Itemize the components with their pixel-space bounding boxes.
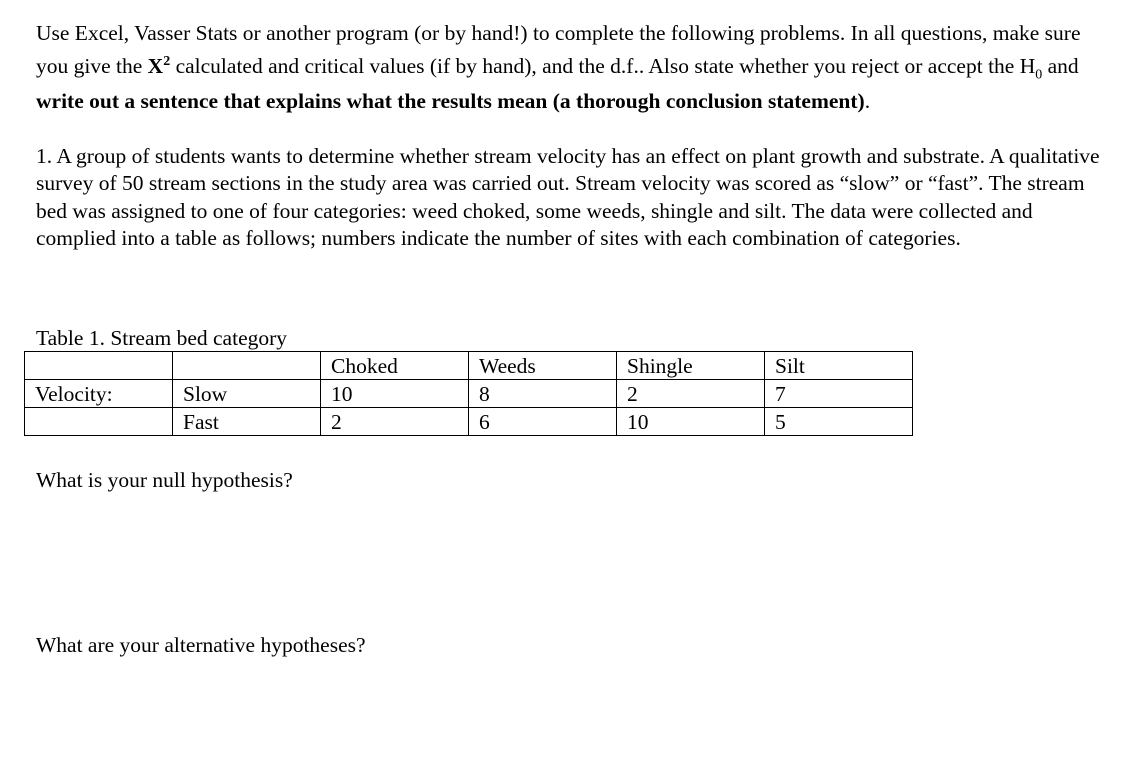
row-label-fast: Fast bbox=[173, 408, 321, 436]
header-cell-shingle: Shingle bbox=[617, 352, 765, 380]
header-cell-blank-2 bbox=[173, 352, 321, 380]
document-body bbox=[36, 20, 1116, 253]
null-hypothesis-question: What is your null hypothesis? bbox=[36, 468, 293, 492]
header-cell-blank-1 bbox=[25, 352, 173, 380]
instructions-text-2: calculated and critical values (if by hand), and the d.f.. Also state whether you reject or accept the H bbox=[170, 53, 1036, 78]
row-label-blank bbox=[25, 408, 173, 436]
cell-slow-weeds: 8 bbox=[469, 380, 617, 408]
instructions-text-4: . bbox=[864, 89, 871, 114]
h-subscript: 0 bbox=[1035, 66, 1043, 82]
instructions-text-3: and bbox=[1042, 53, 1079, 78]
cell-fast-silt: 5 bbox=[765, 408, 913, 436]
row-label-velocity: Velocity: bbox=[25, 380, 173, 408]
instructions-text-1: Use Excel, Vasser Stats or another program (or by hand!) to complete the following problems. In all questions, make sure you give the bbox=[36, 21, 1081, 78]
cell-slow-choked: 10 bbox=[321, 380, 469, 408]
header-cell-choked: Choked bbox=[321, 352, 469, 380]
cell-slow-shingle: 2 bbox=[617, 380, 765, 408]
instructions-paragraph bbox=[36, 20, 1116, 116]
row-label-slow: Slow bbox=[173, 380, 321, 408]
header-cell-silt: Silt bbox=[765, 352, 913, 380]
alternative-hypothesis-question: What are your alternative hypotheses? bbox=[36, 633, 366, 657]
table-row-slow bbox=[25, 380, 913, 408]
table-header-row bbox=[25, 352, 913, 380]
chi-square-symbol: $X^2$ bbox=[147, 53, 171, 78]
instructions-bold-text: write out a sentence that explains what the results mean (a thorough conclusion statement) bbox=[36, 89, 865, 114]
header-cell-weeds: Weeds bbox=[469, 352, 617, 380]
cell-fast-weeds: 6 bbox=[469, 408, 617, 436]
cell-fast-choked: 2 bbox=[321, 408, 469, 436]
problem-1-paragraph: 1. A group of students wants to determine whether stream velocity has an effect on plant growth and substrate. A qualitative survey of 50 stream sections in the study area was carried out. Stream velocity was scored as “slow” or “fast”. The stream bed was assigned to one of four categories: weed choked, some weeds, shingle and silt. The data were collected and complied into a table as follows; numbers indicate the number of sites with each combination of categories. bbox=[36, 143, 1100, 251]
cell-fast-shingle: 10 bbox=[617, 408, 765, 436]
cell-slow-silt: 7 bbox=[765, 380, 913, 408]
stream-data-table bbox=[24, 351, 913, 436]
table-title: Table 1. Stream bed category bbox=[36, 326, 288, 350]
table-row-fast bbox=[25, 408, 913, 436]
